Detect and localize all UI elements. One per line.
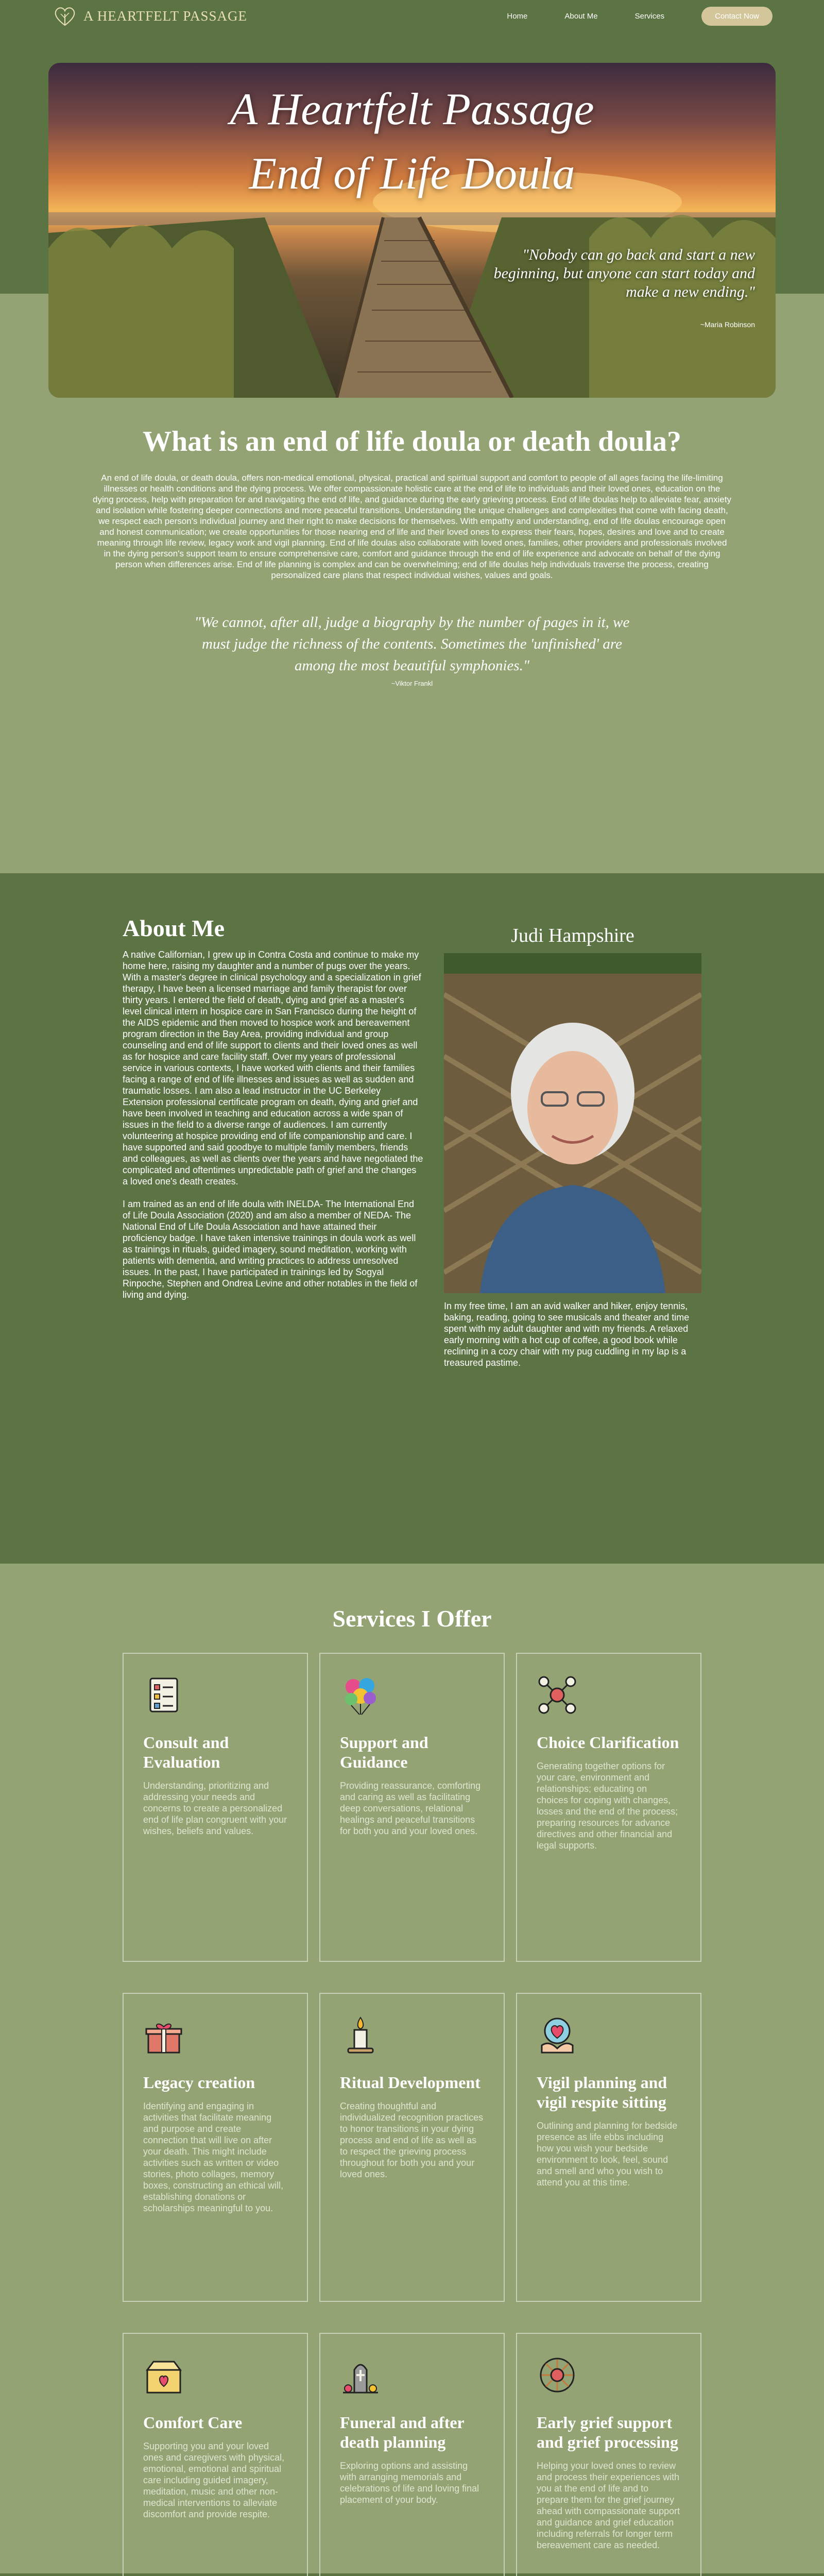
hero-title-line2: End of Life Doula [249, 149, 575, 199]
contact-now-button[interactable]: Contact Now [701, 7, 772, 26]
profile-name: Judi Hampshire [511, 925, 634, 946]
balloons-icon [340, 1674, 381, 1716]
service-desc: Identifying and engaging in activities that facilitate meaning and purpose and create connection that will live on after your death. This might include activities such as written or video stories, photo collages, memory boxes, constructing an ethical will, establishing donations or scholarships meaningful to you. [143, 2101, 284, 2213]
grief-support-icon [537, 2354, 578, 2396]
service-title: Vigil planning and vigil respite sitting [537, 2073, 667, 2111]
tree-heart-logo-icon [52, 5, 78, 27]
service-card [516, 2333, 701, 2576]
service-title: Early grief support and grief processing [537, 2413, 678, 2451]
services-grid [123, 1653, 701, 2576]
service-card [123, 1993, 308, 2302]
heart-hands-icon [537, 2014, 578, 2056]
nav-services-link[interactable]: Services [634, 11, 665, 21]
profile-bio: In my free time, I am an avid walker and hiker, enjoy tennis, baking, reading, going to see musicals and theater and time spent with my adult daughter and with my friends. A relaxed early morning with a hot cup of coffee, a good book while reclining in a cozy chair with my pug cuddling in my lap is a treasured pastime. [444, 1301, 690, 1368]
service-title: Comfort Care [143, 2413, 243, 2432]
service-title: Funeral and after death planning [340, 2413, 465, 2451]
about-section [0, 873, 824, 1564]
hero-title-line1: A Heartfelt Passage [230, 84, 594, 134]
nav-home-link[interactable]: Home [507, 11, 528, 21]
service-desc: Creating thoughtful and individualized recognition practices to honor transitions in your dying process and end of life as well as to respect the grieving process throughout for both you and your loved ones. [340, 2101, 484, 2179]
service-card [319, 1653, 505, 1962]
service-title: Consult and Evaluation [143, 1733, 229, 1771]
about-heading: About Me [123, 915, 225, 941]
hero-quote: "Nobody can go back and start a new beginning, but anyone can start today and make a new ending." [493, 246, 755, 300]
brand-logo[interactable] [52, 5, 247, 27]
service-card [516, 1653, 701, 1962]
definition-section [0, 402, 824, 873]
service-desc: Understanding, prioritizing and addressing your needs and concerns to create a personalized end of life plan congruent with your wishes, beliefs and values. [143, 1781, 287, 1836]
service-title: Choice Clarification [537, 1733, 679, 1752]
services-section [0, 1564, 824, 2573]
service-title: Ritual Development [340, 2073, 480, 2092]
service-card [123, 2333, 308, 2576]
service-card [516, 1993, 701, 2302]
service-desc: Helping your loved ones to review and process their experiences with you at the end of life and to prepare them for the grief journey ahead with compassionate support and guidance and grief education including referrals for longer term bereavement care as needed. [537, 2461, 680, 2550]
nav-about-link[interactable]: About Me [564, 11, 598, 21]
frankl-quote: "We cannot, after all, judge a biography by the number of pages in it, we must judge the richness of the contents. Sometimes the 'unfinished' are among the most beautiful symphonies." [194, 614, 630, 674]
service-desc: Providing reassurance, comforting and caring as well as facilitating deep conversations, relational healings and peaceful transitions for both you and your loved ones. [340, 1781, 481, 1836]
top-navigation [0, 0, 824, 32]
care-box-icon [143, 2354, 184, 2396]
service-title: Support and Guidance [340, 1733, 428, 1771]
definition-body: An end of life doula, or death doula, offers non-medical emotional, physical, practical and spiritual support and comfort to people of all ages facing the life-limiting illnesses or health conditions and the dying process. We offer compassionate holistic care at the end of life to individuals and their loved ones, education on the dying process, help with preparation for and navigating the end of life, and guidance during the early grieving process. End of life doulas help to alleviate fear, anxiety and isolation while fostering deeper connections and more peaceful transitions. Understanding the unique challenges and complexities that come with facing death, we respect each person's individual journey and their right to make decisions for themselves. With empathy and understanding, end of life doulas encourage open and honest communication; we create opportunities for those nearing end of life and their loved ones to express their fears, hopes, desires and love and to create meaning through life review, legacy work and vigil planning. End of life doulas also collaborate with loved ones, families, other providers and professionals involved in the dying person's support team to ensure comprehensive care, comfort and guidance through the end of life experience and advocate on behalf of the dying person when differences arise. End of life planning is complex and can be overwhelming; end of life doulas help individuals traverse the process, creating personalized care plans that respect individual wishes, values and goals. [93, 473, 731, 580]
nav-links [507, 7, 772, 26]
about-paragraph-2: I am trained as an end of life doula with INELDA- The International End of Life Doula Association (2020) and am also a member of NEDA- The National End of Life Doula Association and have attained their proficiency badge. I have taken intensive trainings in doula work as well as trainings in rituals, guided imagery, sound meditation, working with patients with dementia, and writing practices to address unresolved issues. In the past, I have participated in trainings led by Sogyal Rinpoche, Stephen and Ondrea Levine and other notables in the field of living and dying. [123, 1199, 418, 1300]
service-card [319, 1993, 505, 2302]
hero-section [0, 32, 824, 402]
service-card [123, 1653, 308, 1962]
service-desc: Outlining and planning for bedside presence as life ebbs including how you wish your bedside environment to look, feel, sound and smell and who you wish to attend you at this time. [537, 2121, 678, 2188]
profile-photo [444, 953, 701, 1293]
hero-banner [48, 63, 776, 398]
hero-quote-cite: ~Maria Robinson [700, 320, 755, 329]
gift-heart-icon [143, 2014, 184, 2056]
service-desc: Exploring options and assisting with arranging memorials and celebrations of life and loving final placement of your body. [340, 2461, 479, 2505]
about-paragraph-1: A native Californian, I grew up in Contra Costa and continue to make my home here, raising my daughter and a number of pugs over the years. With a master's degree in clinical psychology and a specialization in grief therapy, I have been a licensed marriage and family therapist for over thirty years. I entered the field of death, dying and grief as a master's level clinical intern in hospice care in San Francisco during the height of the AIDS epidemic and then moved to hospice work and bereavement program direction in the Bay Area, providing individual and group counseling and end of life support to clients and their loved ones as well as for hospice and care facility staff. Over my years of professional service in various contexts, I have worked with clients and their families facing a range of end of life illnesses and issues as well as sudden and traumatic losses. I am also a lead instructor in the UC Berkeley Extension professional certificate program on death, dying and grief and have been involved in teaching and education across a wide span of issues in the field to a diverse range of audiences. I am currently volunteering at hospice providing end of life companionship and care. I have supported and said goodbye to multiple family members, friends and colleagues, as well as clients over the years and have negotiated the complicated and oftentimes unpredictable path of grief and the changes a loved one's death creates. [123, 950, 423, 1187]
candle-icon [340, 2014, 381, 2056]
choices-icon [537, 1674, 578, 1716]
service-card [319, 2333, 505, 2576]
service-desc: Supporting you and your loved ones and caregivers with physical, emotional, emotional and spiritual care including guided imagery, meditation, music and other non-medical interventions to alleviate discomfort and provide respite. [143, 2441, 285, 2519]
about-text [123, 949, 423, 1368]
checklist-icon [143, 1674, 184, 1716]
funeral-icon [340, 2354, 381, 2396]
service-desc: Generating together options for your care, environment and relationships; educating on choices for coping with changes, losses and the end of the process; preparing resources for advance directives and other financial and legal supports. [537, 1761, 678, 1851]
portrait-image [444, 953, 701, 1293]
service-title: Legacy creation [143, 2073, 255, 2092]
definition-heading: What is an end of life doula or death doula? [142, 426, 682, 457]
services-heading: Services I Offer [332, 1605, 492, 1632]
frankl-quote-cite: ~Viktor Frankl [391, 680, 433, 687]
about-profile [444, 925, 701, 1368]
brand-name: A HEARTFELT PASSAGE [83, 8, 247, 24]
